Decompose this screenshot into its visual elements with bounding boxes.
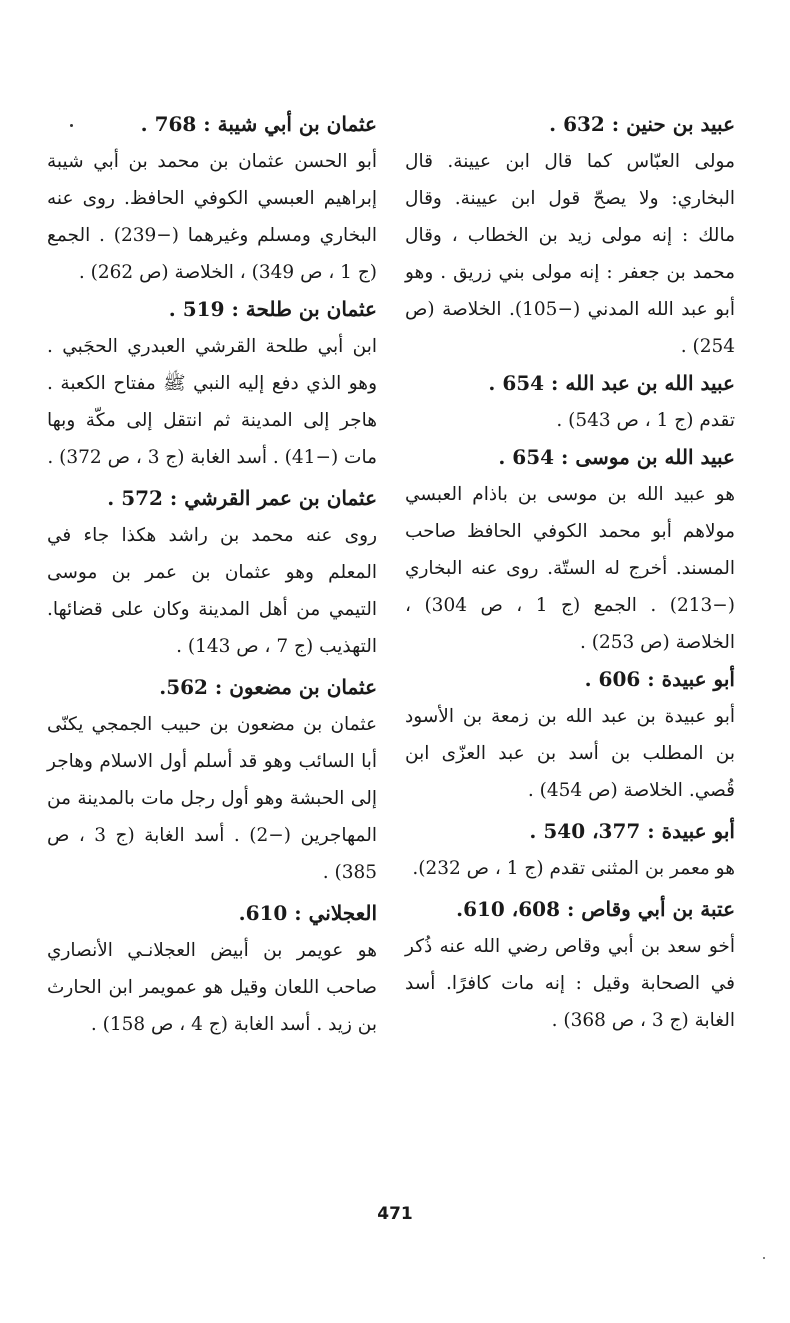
entry — [405, 106, 735, 365]
entry-body: هو عويمر بن أبيض العجلانـي الأنصاري صاحب اللعان وقيل هو عمويمر ابن الحارث بن زيد . أسد الغابة (ج 4 ، ص 158) . — [47, 940, 377, 1035]
entry-heading: عثمان بن مضعون : 562. — [159, 675, 377, 699]
decorative-dot — [70, 124, 73, 127]
decorative-dot — [763, 1257, 765, 1259]
entry — [405, 365, 735, 439]
entry-heading: عثمان بن طلحة : 519 . — [168, 297, 377, 321]
entry-heading: عثمان بن عمر القرشي : 572 . — [107, 486, 377, 510]
entry-body: ابن أبي طلحة القرشي العبدري الحجَبي . وهو الذي دفع إليه النبي ﷺ مفتاح الكعبة . هاجر إلى المدينة ثم انتقل إلى مكّة وبها مات (−41) . أسد الغابة (ج 3 ، ص 372) . — [47, 336, 377, 468]
entry — [47, 669, 377, 891]
entry-heading: عبيد الله بن موسى : 654 . — [498, 445, 735, 469]
page-number: 471 — [377, 1204, 413, 1224]
entry-body: أخو سعد بن أبي وقاص رضي الله عنه ذُكر في الصحابة وقيل : إنه مات كافرًا. أسد الغابة (ج 3 ، ص 368) . — [405, 936, 735, 1031]
entry — [405, 891, 735, 1039]
entry — [405, 439, 735, 661]
entry-body: عثمان بن مضعون بن حبيب الجمجي يكنّى أبا السائب وهو قد أسلم أول الاسلام وهاجر إلى الحبشة وهو أول رجل مات بالمدينة من المهاجرين (−2) . أسد الغابة (ج 3 ، ص 385) . — [47, 714, 377, 883]
entry-heading: عتبة بن أبي وقاص : 608، 610. — [456, 897, 735, 921]
entry-body: أبو عبيدة بن عبد الله بن زمعة بن الأسود بن المطلب بن أسد بن عبد العزّى ابن قُصي. الخلاصة (ص 454) . — [405, 706, 735, 801]
entry-body: مولى العبّاس كما قال ابن عيينة. قال البخاري: ولا يصحّ قول ابن عيينة. وقال مالك : إنه مولى زيد بن الخطاب ، وقال محمد بن جعفر : إنه مولى بني زريق . وهو أبو عبد الله المدني (−105). الخلاصة (ص 254) . — [405, 151, 735, 357]
left-column — [47, 106, 377, 1043]
entry-heading: العجلاني : 610. — [238, 901, 377, 925]
entry — [405, 813, 735, 887]
entry-heading: عبيد الله بن عبد الله : 654 . — [488, 371, 735, 395]
entry — [47, 895, 377, 1043]
entry — [405, 661, 735, 809]
entry — [47, 480, 377, 665]
entry — [47, 106, 377, 291]
entry-body: روى عنه محمد بن راشد هكذا جاء في المعلم وهو عثمان بن عمر بن موسى التيمي من أهل المدينة وكان على قضائها. التهذيب (ج 7 ، ص 143) . — [47, 525, 377, 657]
entry — [47, 291, 377, 476]
entry-heading: أبو عبيدة : 377، 540 . — [529, 819, 735, 843]
entry-body: تقدم (ج 1 ، ص 543) . — [556, 410, 735, 431]
entry-heading: عثمان بن أبي شيبة : 768 . — [140, 112, 377, 136]
entry-body: هو معمر بن المثنى تقدم (ج 1 ، ص 232). — [412, 858, 735, 879]
right-column — [405, 106, 735, 1039]
entry-heading: عبيد بن حنين : 632 . — [549, 112, 735, 136]
entry-body: هو عبيد الله بن موسى بن باذام العبسي مولاهم أبو محمد الكوفي الحافظ صاحب المسند. أخرج له الستّة. روى عنه البخاري (−213) . الجمع (ج 1 ، ص 304) ، الخلاصة (ص 253) . — [405, 484, 736, 653]
entry-heading: أبو عبيدة : 606 . — [584, 667, 735, 691]
entry-body: أبو الحسن عثمان بن محمد بن أبي شيبة إبراهيم العبسي الكوفي الحافظ. روى عنه البخاري ومسلم وغيرهما (−239) . الجمع (ج 1 ، ص 349) ، الخلاصة (ص 262) . — [47, 151, 377, 283]
